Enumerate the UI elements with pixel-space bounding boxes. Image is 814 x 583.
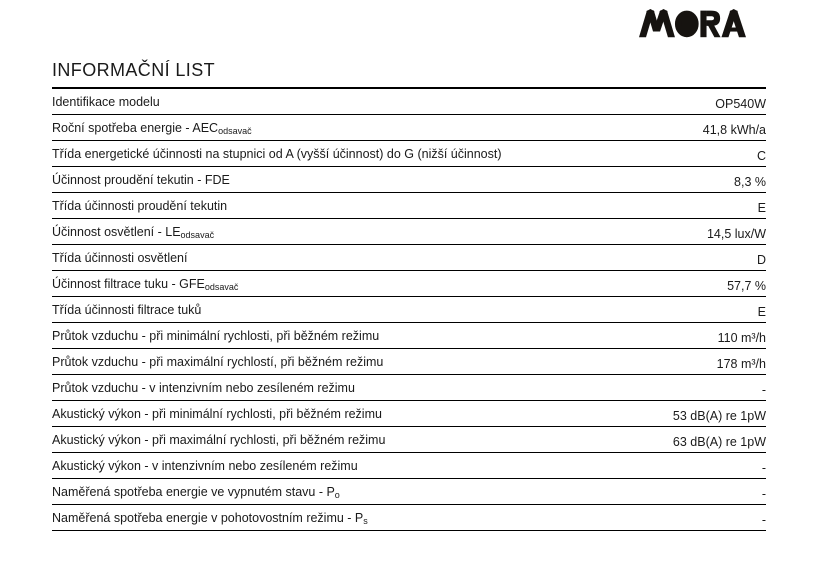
spec-value: D <box>756 252 766 267</box>
spec-label <box>52 174 230 188</box>
spec-label-text: Účinnost proudění tekutin - FDE <box>52 173 230 187</box>
spec-label <box>52 408 382 422</box>
spec-value: - <box>761 460 766 475</box>
spec-label <box>52 200 227 214</box>
spec-label <box>52 512 368 526</box>
spec-label <box>52 486 340 500</box>
spec-value: 178 m³/h <box>716 356 766 371</box>
logo-letter-r <box>700 11 706 38</box>
spec-row <box>52 193 766 219</box>
spec-row <box>52 401 766 427</box>
spec-value: 53 dB(A) re 1pW <box>672 408 766 423</box>
spec-label <box>52 252 188 266</box>
spec-label <box>52 278 238 292</box>
spec-value: 110 m³/h <box>717 330 766 345</box>
logo-letter-a <box>729 9 738 11</box>
spec-value: - <box>761 486 766 501</box>
spec-row <box>52 427 766 453</box>
spec-label <box>52 460 358 474</box>
spec-label <box>52 434 385 448</box>
spec-row <box>52 323 766 349</box>
spec-label-subscript: odsavač <box>204 282 239 292</box>
spec-label <box>52 382 355 396</box>
spec-row <box>52 167 766 193</box>
spec-row <box>52 375 766 401</box>
spec-table <box>52 89 766 531</box>
spec-label-text: Průtok vzduchu - v intenzivním nebo zesíleném režimu <box>52 381 355 395</box>
spec-label-text: Akustický výkon - při maximální rychlosti, při běžném režimu <box>52 433 386 447</box>
spec-value: E <box>757 200 766 215</box>
spec-label-text: Účinnost filtrace tuku - GFE <box>52 277 205 291</box>
spec-label <box>52 122 252 136</box>
spec-value: - <box>761 512 766 527</box>
spec-label <box>52 304 201 318</box>
spec-label-subscript: o <box>334 490 340 500</box>
spec-label <box>52 148 502 162</box>
spec-row <box>52 115 766 141</box>
spec-value: 14,5 lux/W <box>706 226 766 241</box>
spec-label <box>52 226 214 240</box>
spec-label-text: Účinnost osvětlení - LE <box>52 225 181 239</box>
spec-label-subscript: odsavač <box>180 230 215 240</box>
spec-value: - <box>761 382 766 397</box>
spec-label-text: Roční spotřeba energie - AEC <box>52 121 219 135</box>
spec-label-subscript: s <box>363 516 368 526</box>
spec-label-text: Akustický výkon - v intenzivním nebo zesíleném režimu <box>52 459 358 473</box>
spec-value: E <box>757 304 766 319</box>
spec-label-text: Identifikace modelu <box>52 95 160 109</box>
spec-label-text: Akustický výkon - při minimální rychlosti, při běžném režimu <box>52 407 382 421</box>
spec-label-text: Třída účinnosti proudění tekutin <box>52 199 228 213</box>
spec-label-subscript: odsavač <box>218 126 252 136</box>
spec-row <box>52 89 766 115</box>
page-title: INFORMAČNÍ LIST <box>52 60 766 89</box>
spec-value: C <box>756 148 766 163</box>
spec-value: 8,3 % <box>734 174 766 189</box>
spec-value: 57,7 % <box>727 278 766 293</box>
logo-letter-o <box>678 13 696 34</box>
spec-label <box>52 330 379 344</box>
spec-label-text: Naměřená spotřeba energie v pohotovostním režimu - P <box>52 511 364 525</box>
spec-label-text: Průtok vzduchu - při minimální rychlosti, při běžném režimu <box>52 329 380 343</box>
spec-label-text: Průtok vzduchu - při maximální rychlostí, při běžném režimu <box>52 355 384 369</box>
spec-label-text: Naměřená spotřeba energie ve vypnutém stavu - P <box>52 485 335 499</box>
spec-row <box>52 297 766 323</box>
spec-label-text: Třída účinnosti osvětlení <box>52 251 188 265</box>
spec-row <box>52 479 766 505</box>
spec-row <box>52 245 766 271</box>
spec-row <box>52 453 766 479</box>
mora-logo <box>639 9 746 38</box>
logo-letter-m <box>646 9 655 11</box>
logo-letter-r <box>707 23 721 37</box>
spec-row <box>52 219 766 245</box>
logo-letter-m <box>659 9 668 11</box>
spec-row <box>52 349 766 375</box>
spec-value: 41,8 kWh/a <box>702 122 766 137</box>
spec-row <box>52 505 766 531</box>
spec-label <box>52 96 160 110</box>
spec-value: 63 dB(A) re 1pW <box>672 434 766 449</box>
sheet-content <box>52 60 766 531</box>
spec-row <box>52 271 766 297</box>
logo-letter-a-crossbar <box>728 28 739 32</box>
spec-label <box>52 356 383 370</box>
spec-value: OP540W <box>715 96 766 111</box>
spec-label-text: Třída účinnosti filtrace tuků <box>52 303 202 317</box>
spec-label-text: Třída energetické účinnosti na stupnici od A (vyšší účinnost) do G (nižší účinnost) <box>52 147 502 161</box>
spec-row <box>52 141 766 167</box>
